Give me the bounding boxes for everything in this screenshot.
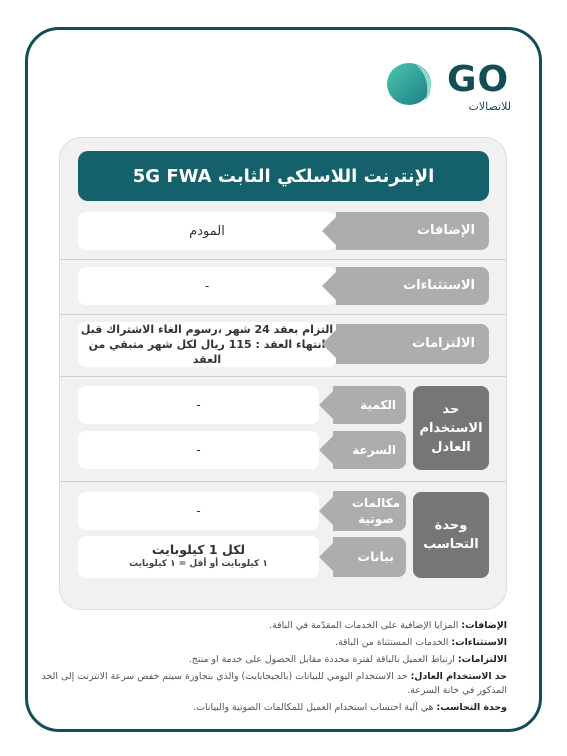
billing-data-label [333,537,406,577]
legend-text: المزايا الإضافية على الخدمات المقدّمة في الباقة. [269,620,462,631]
additions-label-text: الإضافات [416,223,475,238]
brand-name: GO [447,59,510,100]
fair-use-quantity-label [333,386,406,424]
obligations-line-1: التزام بعقد 24 شهر ،رسوم الغاء الاشتراك قبل [80,323,334,336]
legend [37,619,507,718]
exceptions-label [336,267,489,305]
legend-item [37,670,507,698]
legend-item [37,619,507,633]
fair-use-group-label: حد الاستخدام العادل [413,386,489,470]
legend-item [37,701,507,715]
legend-text: الخدمات المستثناة من الباقة. [335,637,452,648]
exceptions-value: - [78,267,336,305]
brand-logo [0,58,567,118]
voice-label-line-2: صوتية [358,512,394,526]
legend-text: هي آلية احتساب استخدام العميل للمكالمات الصوتية والبيانات. [193,702,437,713]
data-label-text: بيانات [357,549,394,564]
obligations-label-text: الالتزامات [412,336,475,351]
fair-use-speed-label [333,431,406,469]
legend-text: حد الاستخدام اليومي للبيانات (بالجيجابايت) والذي بتجاوزة سيتم خفض سرعة الانترنت إلى الحد المذكور في خانة السرعة. [41,671,507,696]
voice-label-text [352,495,400,527]
data-value-line-1: لكل 1 كيلوبايت [151,542,246,557]
logo-mark-icon [386,61,438,107]
legend-term: الاستثناءات: [451,637,507,648]
legend-term: وحدة التحاسب: [436,702,507,713]
legend-term: الإضافات: [461,620,507,631]
row-divider [60,314,506,315]
fair-use-speed-value: - [78,431,319,469]
exceptions-label-text: الاستثناءات [403,278,475,293]
legend-term: حد الاستخدام العادل: [410,671,507,682]
billing-voice-value: - [78,492,319,530]
row-divider [60,259,506,260]
legend-term: الالتزامات: [457,654,507,665]
billing-data-value [78,536,319,578]
row-divider [60,481,506,482]
row-divider [60,376,506,377]
voice-label-line-1: مكالمات [351,496,400,510]
legend-item [37,636,507,650]
speed-label-text: السرعة [352,443,396,457]
obligations-value [78,322,336,367]
billing-unit-group-label: وحدة التحاسب [413,492,489,578]
page-title: الإنترنت اللاسلكي الثابت 5G FWA [78,151,489,201]
quantity-label-text: الكمية [360,398,396,412]
billing-voice-label [333,491,406,531]
obligations-line-2: انتهاء العقد : 115 ريال لكل شهر متبقي من العقد [88,338,326,366]
obligations-label [336,324,489,364]
legend-item [37,653,507,667]
data-value-line-2: ١ كيلوبايت أو أقل = ١ كيلوبايت [129,559,268,569]
fair-use-quantity-value: - [78,386,319,424]
additions-label [336,212,489,250]
additions-value: المودم [78,212,336,250]
legend-text: ارتباط العميل بالباقة لفترة محددة مقابل الحصول على خدمة او منتج. [188,654,458,665]
brand-subtitle: للاتصالات [468,100,511,113]
